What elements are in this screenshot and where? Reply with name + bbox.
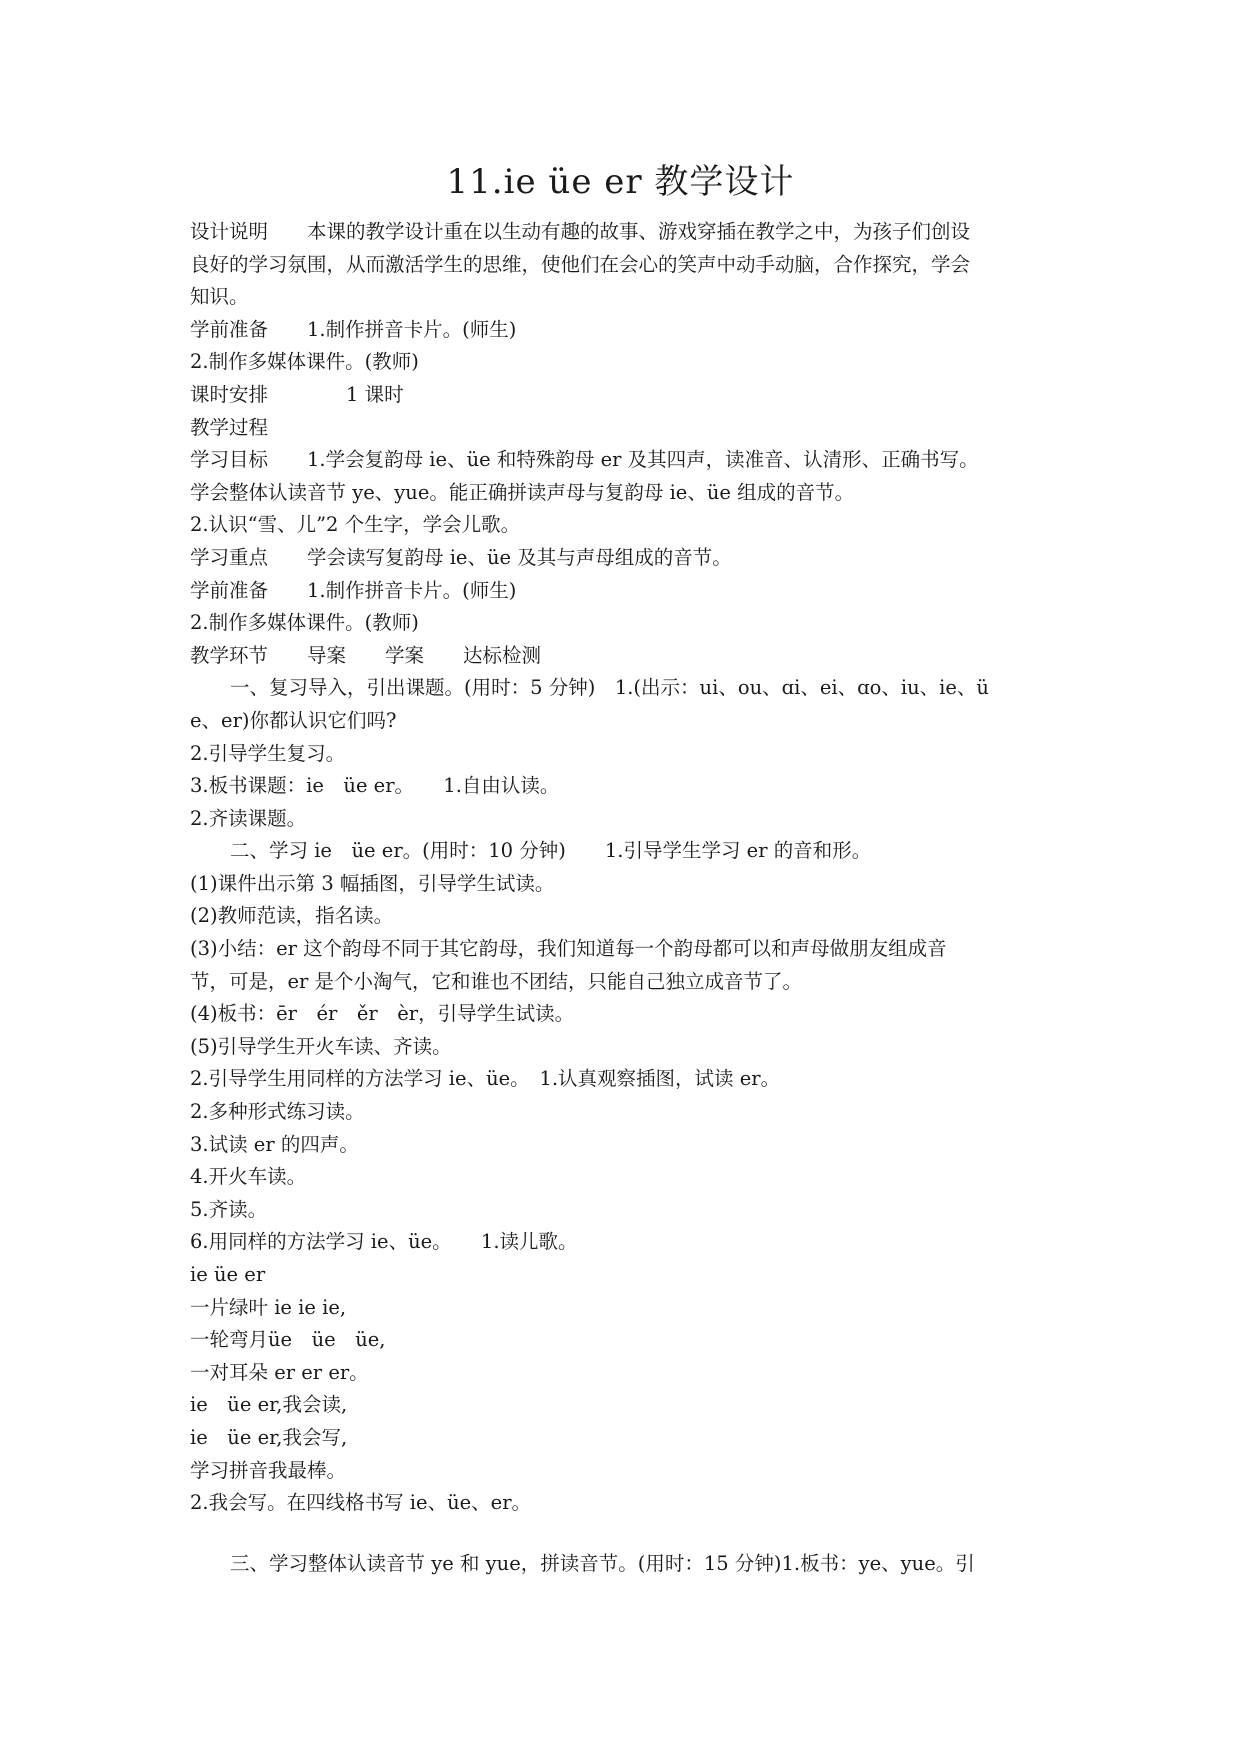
paragraph-line: 3.板书课题：ie üe er。 1.自由认读。 <box>190 774 560 798</box>
section-heading: 教学过程 <box>190 415 269 439</box>
poem-line: ie üe er,我会读, <box>190 1393 348 1417</box>
paragraph-line: 2.引导学生复习。 <box>190 741 346 765</box>
paragraph-line: 良好的学习氛围，从而激活学生的思维，使他们在会心的笑声中动手动脑，合作探究，学会 <box>190 252 971 276</box>
paragraph-line: (1)课件出示第 3 幅插图，引导学生试读。 <box>190 871 555 895</box>
paragraph-line: (5)引导学生开火车读、齐读。 <box>190 1034 452 1058</box>
paragraph-line: 学习目标 1.学会复韵母 ie、üe 和特殊韵母 er 及其四声，读准音、认清形、正确书写。 <box>190 448 979 472</box>
paragraph-line: 教学环节 导案 学案 达标检测 <box>190 643 542 667</box>
paragraph-line: e、er)你都认识它们吗? <box>190 708 397 732</box>
paragraph-line: 学会整体认读音节 ye、yue。能正确拼读声母与复韵母 ie、üe 组成的音节。 <box>190 480 855 504</box>
paragraph-line: 节，可是，er 是个小淘气，它和谁也不团结，只能自己独立成音节了。 <box>190 969 803 993</box>
paragraph-line: 设计说明 本课的教学设计重在以生动有趣的故事、游戏穿插在教学之中，为孩子们创设 <box>190 220 971 243</box>
paragraph-line: 3.试读 er 的四声。 <box>190 1132 359 1156</box>
paragraph-line: 二、学习 ie üe er。(用时：10 分钟) 1.引导学生学习 er 的音和形。 <box>230 839 872 863</box>
paragraph-line: 知识。 <box>190 285 249 309</box>
paragraph-line: 2.引导学生用同样的方法学习 ie、üe。 1.认真观察插图，试读 er。 <box>190 1067 781 1091</box>
paragraph-line: 2.多种形式练习读。 <box>190 1100 365 1124</box>
paragraph-line: (4)板书：ēr ér ěr èr，引导学生试读。 <box>190 1002 575 1026</box>
paragraph-line: 一、复习导入，引出课题。(用时：5 分钟) 1.(出示：ui、ou、ɑi、ei、ɑo、iu、ie、ü <box>230 676 989 700</box>
paragraph-line: 2.认识“雪、儿”2 个生字，学会儿歌。 <box>190 513 521 537</box>
blank-spacer <box>190 1520 1056 1548</box>
poem-line: ie üe er,我会写, <box>190 1425 348 1449</box>
poem-line: 一片绿叶 ie ie ie, <box>190 1295 347 1319</box>
paragraph-line: 2.制作多媒体课件。(教师) <box>190 350 419 374</box>
paragraph-line: 2.我会写。在四线格书写 ie、üe、er。 <box>190 1491 532 1515</box>
paragraph-line: 学前准备 1.制作拼音卡片。(师生) <box>190 578 517 602</box>
poem-line: 一轮弯月üe üe üe, <box>190 1328 386 1352</box>
paragraph-line: (2)教师范读，指名读。 <box>190 904 394 928</box>
paragraph-line: 2.制作多媒体课件。(教师) <box>190 611 419 635</box>
paragraph-line: 学习重点 学会读写复韵母 ie、üe 及其与声母组成的音节。 <box>190 545 732 569</box>
paragraph-line: (3)小结：er 这个韵母不同于其它韵母，我们知道每一个韵母都可以和声母做朋友组成音 <box>190 937 947 961</box>
document-title: 11.ie üe er 教学设计 <box>446 162 795 202</box>
paragraph-line: 三、学习整体认读音节 ye 和 yue，拼读音节。(用时：15 分钟)1.板书：ye、yue。引 <box>230 1551 975 1575</box>
paragraph-line: 5.齐读。 <box>190 1197 268 1221</box>
document-body <box>190 216 1056 1580</box>
paragraph-line: 课时安排 1 课时 <box>190 382 404 406</box>
poem-line: 学习拼音我最棒。 <box>190 1458 347 1482</box>
paragraph-line: 2.齐读课题。 <box>190 806 307 830</box>
paragraph-line: 6.用同样的方法学习 ie、üe。 1.读儿歌。 <box>190 1230 578 1254</box>
paragraph-line: 4.开火车读。 <box>190 1165 307 1189</box>
poem-line: 一对耳朵 er er er。 <box>190 1360 369 1384</box>
poem-line: ie üe er <box>190 1263 266 1286</box>
paragraph-line: 学前准备 1.制作拼音卡片。(师生) <box>190 317 517 341</box>
